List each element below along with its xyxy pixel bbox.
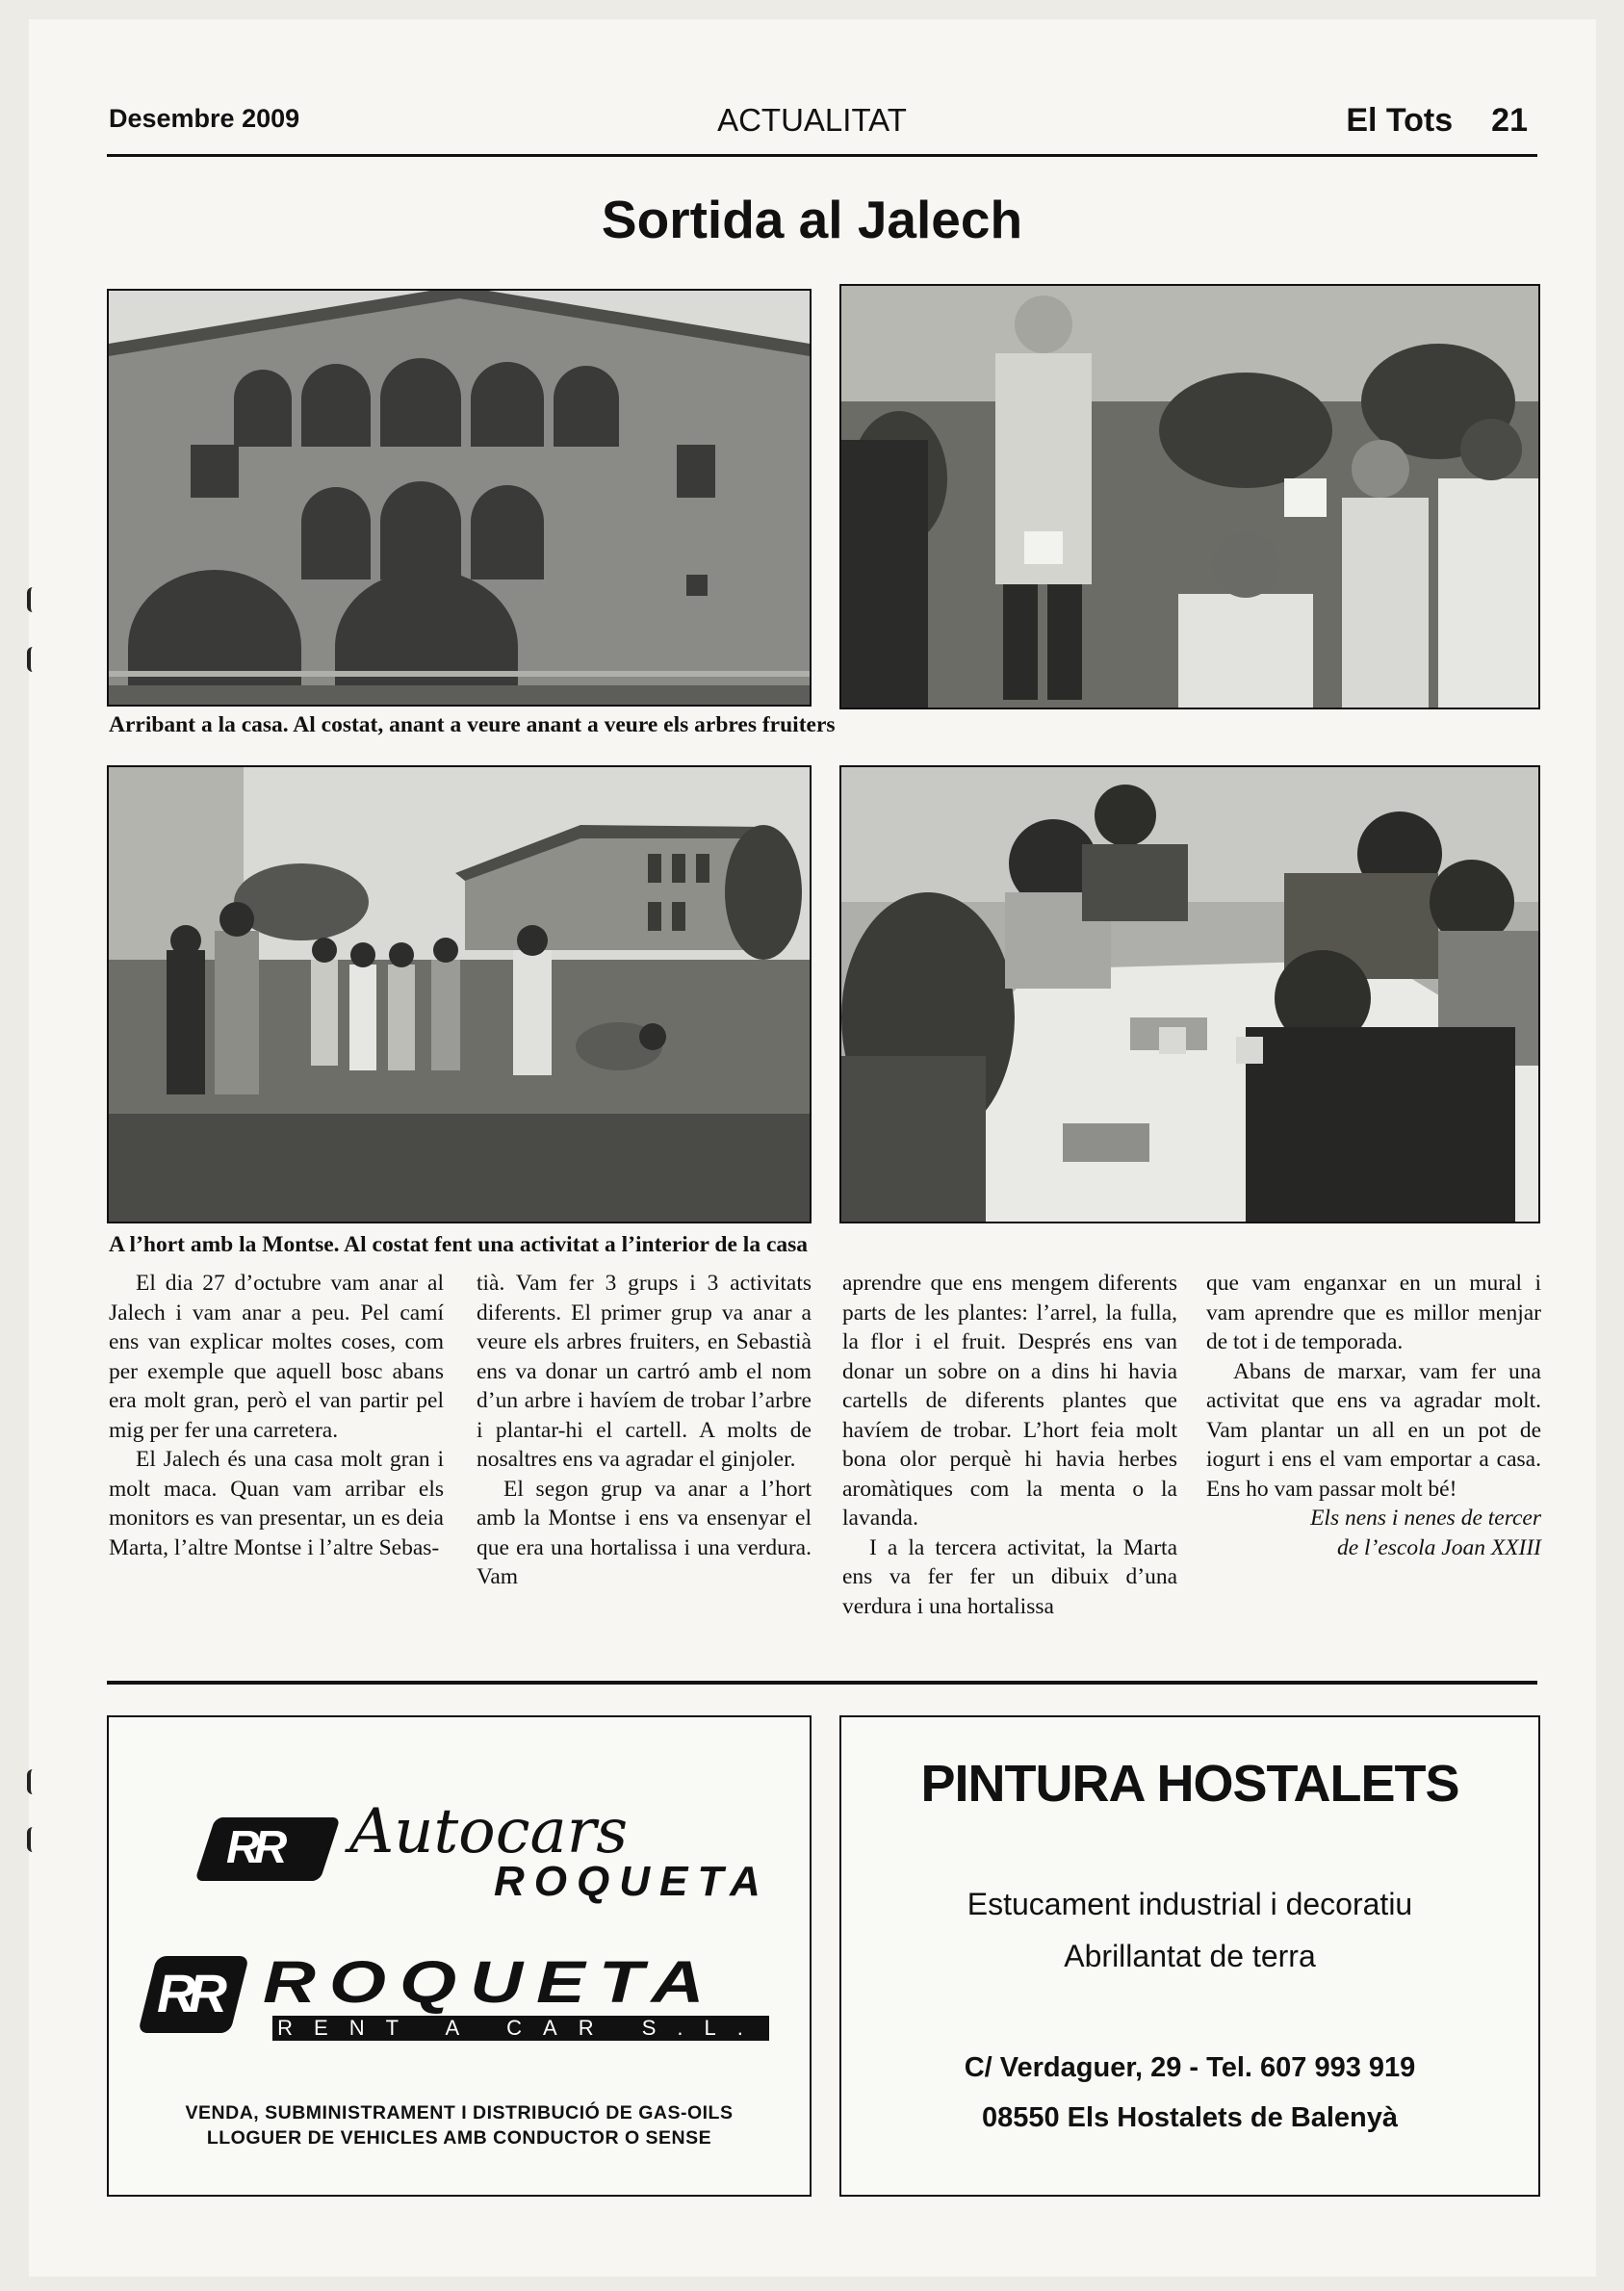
garden-group-photo (107, 765, 812, 1223)
roqueta-brand: ROQUETA (263, 1949, 718, 2016)
rentacar-logo: RR ROQUETA RENT A CAR S.L. (147, 1948, 783, 2054)
binding-hole (27, 1769, 40, 1794)
article-paragraph: El segon grup va anar a l’hort amb la Montse i ens va ensenyar el que era una hortalissa i una verdura. Vam (477, 1476, 812, 1589)
signature-line: Els nens i nenes de tercer (1310, 1506, 1541, 1531)
ad-service-line: Estucament industrial i decoratiu (967, 1887, 1413, 1921)
autocars-logo: RR Autocars ROQUETA (205, 1804, 744, 1910)
article-paragraph: El Jalech és una casa molt gran i molt maca. Quan vam arribar els monitors es van presentar, un es deia Marta, l’altre Montse i l’altre Sebas- (109, 1447, 444, 1560)
ad-address: C/ Verdaguer, 29 - Tel. 607 993 919 (964, 2052, 1416, 2083)
photo-caption-bottom: A l’hort amb la Montse. Al costat fent una activitat a l’interior de la casa (109, 1232, 809, 1257)
publication-name: El Tots (1346, 102, 1454, 139)
header-publication (1346, 102, 1528, 140)
ad-city: 08550 Els Hostalets de Balenyà (981, 2102, 1398, 2133)
binding-hole (27, 647, 40, 672)
ad-title: PINTURA HOSTALETS (920, 1755, 1459, 1813)
article-signature (1206, 1504, 1541, 1562)
stone-farmhouse-photo (107, 289, 812, 707)
article-column-2 (477, 1269, 812, 1592)
article-title: Sortida al Jalech (601, 190, 1023, 249)
ad-autocars-roqueta (107, 1715, 812, 2197)
signature-line: de l’escola Joan XXIII (1336, 1534, 1541, 1560)
article-paragraph: que vam enganxar en un mural i vam aprendre que es millor menjar de tot i de temporada. (1206, 1271, 1541, 1354)
ad-service-line: Abrillantat de terra (1064, 1939, 1316, 1973)
article-paragraph: aprendre que ens mengem diferents parts de les plantes: l’arrel, la fulla, la flor i el fruit. Després ens van donar un sobre on a dins hi havia cartells de diferents plantes que havíem de trobar. L’hort feia molt bona olor perquè hi havia herbes aromàtiques com la menta o la lavanda. (842, 1271, 1177, 1531)
article-column-3 (842, 1269, 1177, 1621)
article-column-4 (1206, 1269, 1541, 1562)
ads-rule (107, 1681, 1537, 1685)
autocars-services (109, 2100, 810, 2150)
fruit-trees-photo (839, 284, 1540, 709)
page-number: 21 (1491, 102, 1528, 139)
services-line: LLOGUER DE VEHICLES AMB CONDUCTOR O SENSE (206, 2127, 712, 2149)
photo-caption-top: Arribant a la casa. Al costat, anant a veure anant a veure els arbres fruiters (109, 712, 836, 737)
header-date: Desembre 2009 (109, 104, 300, 133)
autocars-word: ROQUETA (494, 1858, 770, 1905)
services-line: VENDA, SUBMINISTRAMENT I DISTRIBUCIÓ DE GAS-OILS (185, 2102, 734, 2124)
indoor-activity-photo (839, 765, 1540, 1223)
header-rule (107, 154, 1537, 157)
article-paragraph: I a la tercera activitat, la Marta ens va fer fer un dibuix d’una verdura i una hortalissa (842, 1534, 1177, 1619)
binding-hole (27, 587, 40, 612)
binding-hole (27, 1827, 40, 1852)
ad-pintura-hostalets (839, 1715, 1540, 2197)
rentacar-subbrand: RENT A CAR S.L. (272, 2016, 769, 2041)
header-section: ACTUALITAT (717, 102, 907, 138)
autocars-script: Autocars (349, 1796, 629, 1867)
article-paragraph: El dia 27 d’octubre vam anar al Jalech i vam anar a peu. Pel camí ens van explicar moltes coses, com per exemple que aquell bosc abans era molt gran, però el van partir pel mig per fer una carretera. (109, 1271, 444, 1443)
article-paragraph: Abans de marxar, vam fer una activitat que ens va agradar molt. Vam plantar un all en un pot de iogurt i ens el vam emportar a casa. Ens ho vam passar molt bé! (1206, 1358, 1541, 1502)
article-paragraph: tià. Vam fer 3 grups i 3 activitats diferents. El primer grup va anar a veure els arbres fruiters, en Sebastià ens va donar un cartró amb el nom d’un arbre i havíem de trobar l’arbre i plantar-hi el cartell. A molts de nosaltres ens va agradar el ginjoler. (477, 1271, 812, 1472)
article-column-1 (109, 1269, 444, 1562)
